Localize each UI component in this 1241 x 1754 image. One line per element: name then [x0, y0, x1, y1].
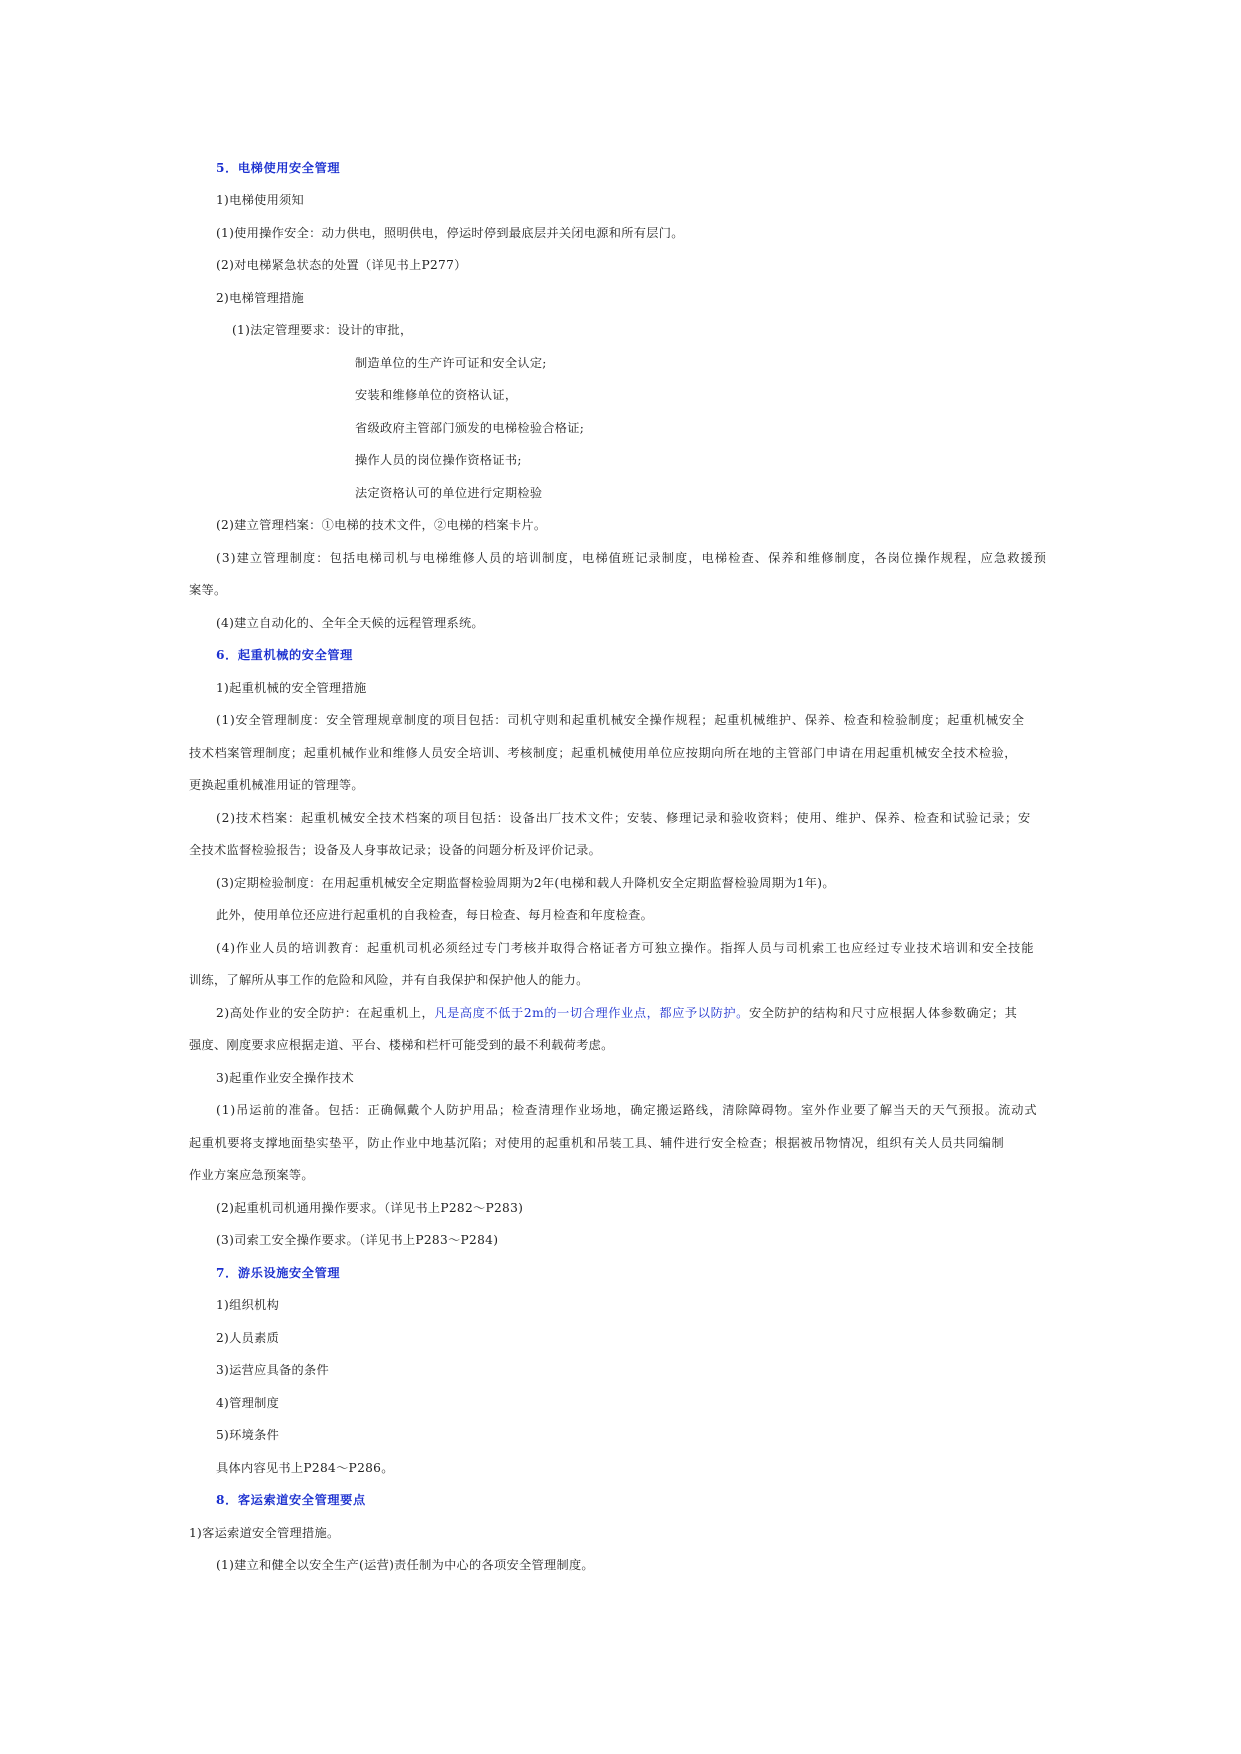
- paragraph: (1)安全管理制度：安全管理规章制度的项目包括：司机守则和起重机械安全操作规程；起重机械维护、保养、检查和检验制度；起重机械安全: [216, 713, 1025, 727]
- paragraph: 3)运营应具备的条件: [216, 1363, 330, 1377]
- requirement-item: 操作人员的岗位操作资格证书;: [355, 453, 522, 467]
- paragraph: (4)作业人员的培训教育：起重机司机必须经过专门考核并取得合格证者方可独立操作。指挥人员与司机索工也应经过专业技术培训和安全技能: [216, 941, 1035, 955]
- paragraph: (1)法定管理要求：设计的审批，: [232, 323, 413, 337]
- requirement-item: 安装和维修单位的资格认证，: [355, 388, 518, 402]
- paragraph: (2)对电梯紧急状态的处置（详见书上P277）: [216, 258, 467, 272]
- paragraph: 1)组织机构: [216, 1298, 280, 1312]
- highlighted-text: 凡是高度不低于2m的一切合理作业点，都应予以防护。: [434, 1006, 749, 1020]
- paragraph: (3)司索工安全操作要求。（详见书上P283～P284): [216, 1233, 499, 1247]
- paragraph: (3)建立管理制度：包括电梯司机与电梯维修人员的培训制度，电梯值班记录制度，电梯检查、保养和维修制度，各岗位操作规程，应急救援预: [216, 551, 1048, 565]
- section-5-heading: 5．电梯使用安全管理: [216, 161, 341, 175]
- paragraph: (3)定期检验制度：在用起重机械安全定期监督检验周期为2年(电梯和载人升降机安全定期监督检验周期为1年)。: [216, 876, 835, 890]
- paragraph: [216, 1005, 1017, 1021]
- paragraph: (1)建立和健全以安全生产(运营)责任制为中心的各项安全管理制度。: [216, 1558, 594, 1572]
- paragraph: 强度、刚度要求应根据走道、平台、楼梯和栏杆可能受到的最不利载荷考虑。: [189, 1038, 614, 1052]
- paragraph: 技术档案管理制度；起重机械作业和维修人员安全培训、考核制度；起重机械使用单位应按期向所在地的主管部门申请在用起重机械安全技术检验，: [189, 746, 1017, 760]
- requirement-item: 法定资格认可的单位进行定期检验: [355, 486, 543, 500]
- section-8-heading: 8．客运索道安全管理要点: [216, 1493, 366, 1507]
- paragraph: (2)技术档案：起重机械安全技术档案的项目包括：设备出厂技术文件；安装、修理记录和验收资料；使用、维护、保养、检查和试验记录；安: [216, 811, 1032, 825]
- text-run: 2)高处作业的安全防护：在起重机上，: [216, 1006, 435, 1020]
- paragraph: (4)建立自动化的、全年全天候的远程管理系统。: [216, 616, 484, 630]
- section-7-heading: 7．游乐设施安全管理: [216, 1266, 341, 1280]
- paragraph: (1)吊运前的准备。包括：正确佩戴个人防护用品；检查清理作业场地，确定搬运路线，清除障碍物。室外作业要了解当天的天气预报。流动式: [216, 1103, 1038, 1117]
- paragraph: 2)人员素质: [216, 1331, 280, 1345]
- paragraph: 全技术监督检验报告；设备及人身事故记录；设备的问题分析及评价记录。: [189, 843, 602, 857]
- paragraph: 4)管理制度: [216, 1396, 280, 1410]
- paragraph: 1)电梯使用须知: [216, 193, 305, 207]
- section-6-heading: 6．起重机械的安全管理: [216, 648, 353, 662]
- paragraph: (2)建立管理档案：①电梯的技术文件，②电梯的档案卡片。: [216, 518, 547, 532]
- paragraph: (1)使用操作安全：动力供电，照明供电，停运时停到最底层并关闭电源和所有层门。: [216, 226, 684, 240]
- paragraph: 5)环境条件: [216, 1428, 280, 1442]
- paragraph: 案等。: [189, 583, 227, 597]
- paragraph: 起重机要将支撑地面垫实垫平，防止作业中地基沉陷；对使用的起重机和吊装工具、辅件进行安全检查；根据被吊物情况，组织有关人员共同编制: [189, 1136, 1005, 1150]
- paragraph: 1)起重机械的安全管理措施: [216, 681, 367, 695]
- paragraph: 1)客运索道安全管理措施。: [189, 1526, 340, 1540]
- paragraph: 训练，了解所从事工作的危险和风险，并有自我保护和保护他人的能力。: [189, 973, 589, 987]
- text-run: 安全防护的结构和尺寸应根据人体参数确定；其: [748, 1006, 1018, 1020]
- paragraph: 此外，使用单位还应进行起重机的自我检查，每日检查、每月检查和年度检查。: [216, 908, 654, 922]
- requirement-item: 省级政府主管部门颁发的电梯检验合格证;: [355, 421, 585, 435]
- paragraph: (2)起重机司机通用操作要求。（详见书上P282～P283): [216, 1201, 524, 1215]
- paragraph: 作业方案应急预案等。: [189, 1168, 314, 1182]
- paragraph: 更换起重机械准用证的管理等。: [189, 778, 364, 792]
- paragraph: 2)电梯管理措施: [216, 291, 305, 305]
- paragraph: 具体内容见书上P284～P286。: [216, 1461, 394, 1475]
- requirement-item: 制造单位的生产许可证和安全认定;: [355, 356, 547, 370]
- paragraph: 3)起重作业安全操作技术: [216, 1071, 354, 1085]
